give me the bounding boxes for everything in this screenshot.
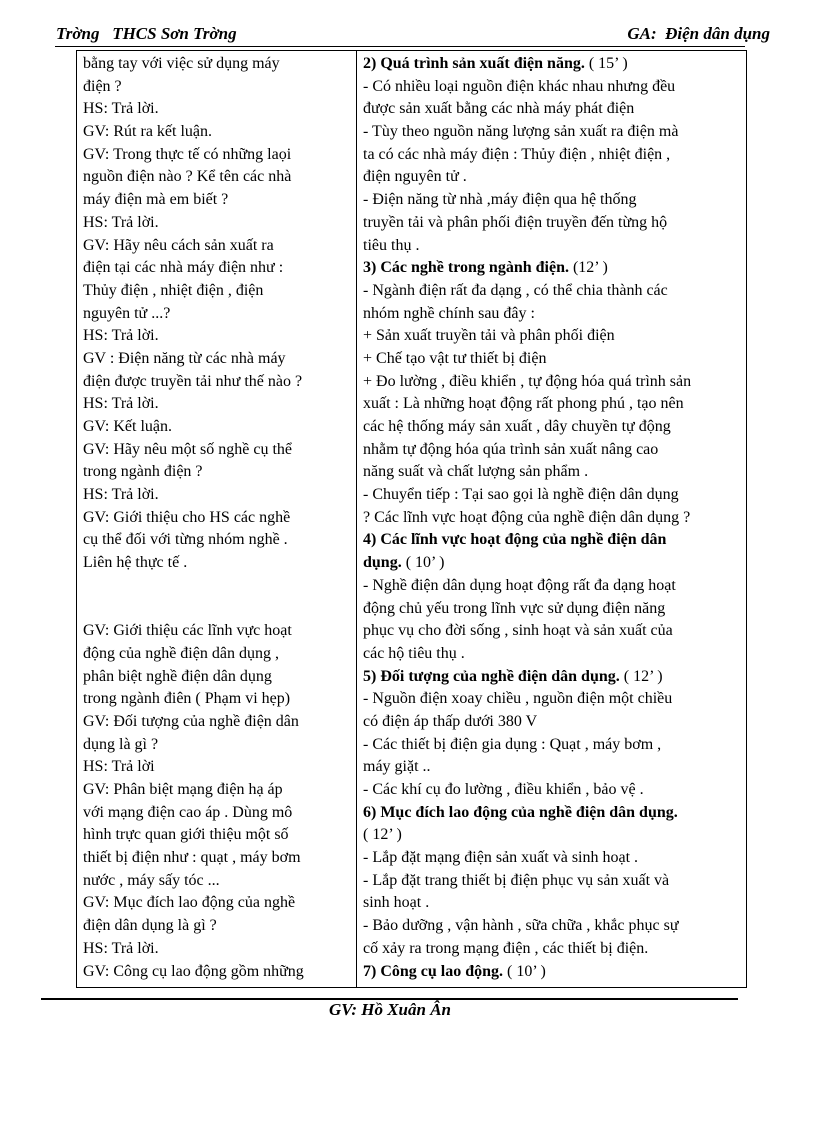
lesson-content-line <box>363 643 742 666</box>
teacher-activity-line: HS: Trả lời. <box>83 939 159 957</box>
content-text: ? Các lĩnh vực hoạt động của nghề điện dân dụng ? <box>363 508 691 526</box>
lesson-content-line <box>363 144 742 167</box>
teacher-activity-line: nguyên tử ...? <box>83 304 171 322</box>
lesson-content-line <box>363 688 742 711</box>
teacher-activity-line: điện được truyền tải như thế nào ? <box>83 372 303 390</box>
content-text: có điện áp thấp dưới 380 V <box>363 712 538 730</box>
content-text: - Bảo dưỡng , vận hành , sữa chữa , khắc phục sự <box>363 917 679 935</box>
content-text: nhằm tự động hóa qúa trình sản xuất nâng cao <box>363 440 659 458</box>
section-heading: 7) Công cụ lao động. <box>363 962 504 980</box>
content-text: phục vụ cho đời sống , sinh hoạt và sản xuất của <box>363 622 673 640</box>
content-text: các hộ tiêu thụ . <box>363 644 465 662</box>
lesson-content-line <box>363 461 742 484</box>
teacher-activity-line: HS: Trả lời. <box>83 395 159 413</box>
teacher-activity-line: Liên hệ thực tế . <box>83 554 188 572</box>
content-text: - Ngành điện rất đa dạng , có thể chia thành các <box>363 281 668 299</box>
teacher-activity-line: GV: Phân biệt mạng điện hạ áp <box>83 781 283 798</box>
content-text: - Nguồn điện xoay chiều , nguồn điện một chiều <box>363 690 673 708</box>
lesson-content-line <box>363 393 742 416</box>
teacher-activity-line <box>83 598 352 621</box>
content-text: - Có nhiều loại nguồn điện khác nhau nhưng đều <box>363 77 676 95</box>
teacher-activity-line <box>83 575 352 598</box>
content-text: các hệ thống máy sản xuất , dây chuyền tự động <box>363 418 671 435</box>
lesson-content-line <box>363 439 742 462</box>
teacher-activity-line: thiết bị điện như : quạt , máy bơm <box>83 849 301 867</box>
teacher-activity-line: GV: Hãy nêu cách sản xuất ra <box>83 236 274 254</box>
lesson-content-line <box>363 824 742 847</box>
content-text: ( 12’ ) <box>619 667 663 685</box>
teacher-activity-line: điện tại các nhà máy điện như : <box>83 259 284 277</box>
content-text: - Lắp đặt trang thiết bị điện phục vụ sản xuất và <box>363 871 670 889</box>
lesson-content-line <box>363 734 742 757</box>
lesson-content-line <box>363 484 742 507</box>
teacher-activity-line: trong ngành điện ? <box>83 463 203 481</box>
teacher-activity-line: GV: Trong thực tế có những laọi <box>83 145 292 163</box>
content-text: + Chế tạo vật tư thiết bị điện <box>363 349 547 367</box>
teacher-activity-line: cụ thể đối với từng nhóm nghề . <box>83 531 288 549</box>
lesson-content-lines <box>357 51 746 987</box>
lesson-content-line <box>363 666 742 689</box>
teacher-activity-line: GV: Kết luận. <box>83 418 173 435</box>
teacher-activity-line: bằng tay với việc sử dụng máy <box>83 55 280 72</box>
lesson-content-line <box>363 371 742 394</box>
content-text: động chủ yếu trong lĩnh vực sử dụng điện năng <box>363 599 666 617</box>
lesson-content-line <box>363 847 742 870</box>
lesson-content-line <box>363 598 742 621</box>
teacher-activity-line: GV: Công cụ lao động gồm những <box>83 962 304 980</box>
lesson-content-line <box>363 325 742 348</box>
teacher-activity-line: nguồn điện nào ? Kể tên các nhà <box>83 168 292 186</box>
section-heading: 2) Quá trình sản xuất điện năng. <box>363 55 585 72</box>
content-text: cố xảy ra trong mạng điện , các thiết bị điện. <box>363 939 649 957</box>
content-text: được sản xuất bằng các nhà máy phát điện <box>363 100 635 118</box>
content-text: nhóm nghề chính sau đây : <box>363 304 535 322</box>
subject-title: GA: Điện dân dụng <box>627 24 770 43</box>
teacher-activity-line: GV : Điện năng từ các nhà máy <box>83 349 286 367</box>
lesson-content-line <box>363 802 742 825</box>
content-text: + Sản xuất truyền tải và phân phối điện <box>363 327 615 345</box>
content-text: ( 12’ ) <box>363 826 402 844</box>
lesson-content-line <box>363 280 742 303</box>
lesson-content-line <box>363 235 742 258</box>
content-text: (12’ ) <box>568 259 608 277</box>
lesson-content-line <box>363 529 742 552</box>
lesson-content-line <box>363 166 742 189</box>
teacher-activity-line: GV: Đối tượng của nghề điện dân <box>83 712 299 730</box>
lesson-content-line <box>363 121 742 144</box>
lesson-content-line <box>363 620 742 643</box>
lesson-content-line <box>363 303 742 326</box>
lesson-content-line <box>363 552 742 575</box>
lesson-content-line <box>363 870 742 893</box>
page-footer <box>0 1000 780 1020</box>
section-heading: 3) Các nghề trong ngành điện. <box>363 259 569 277</box>
lesson-content-line <box>363 961 742 984</box>
lesson-content-line <box>363 892 742 915</box>
section-heading: 4) Các lĩnh vực hoạt động của nghề điện dân <box>363 531 667 549</box>
content-text: - Các khí cụ đo lường , điều khiển , bảo vệ . <box>363 781 644 798</box>
teacher-activity-line: Thủy điện , nhiệt điện , điện <box>83 281 264 299</box>
content-text: + Đo lường , điều khiển , tự động hóa quá trình sản <box>363 372 692 390</box>
teacher-activity-line: dụng là gì ? <box>83 735 159 753</box>
header-divider <box>55 46 745 47</box>
lesson-row <box>77 51 747 988</box>
teacher-activity-line: máy điện mà em biết ? <box>83 191 229 209</box>
content-text: - Điện năng từ nhà ,máy điện qua hệ thống <box>363 191 637 209</box>
lesson-content-cell <box>357 51 747 988</box>
teacher-activity-line: động của nghề điện dân dụng , <box>83 644 279 662</box>
content-text: máy giặt .. <box>363 758 431 776</box>
teacher-activity-line: với mạng điện cao áp . Dùng mô <box>83 803 293 821</box>
lesson-content-line <box>363 189 742 212</box>
content-text: tiêu thụ . <box>363 236 420 254</box>
lesson-content-line <box>363 416 742 439</box>
lesson-content-line <box>363 938 742 961</box>
content-text: ( 10’ ) <box>401 554 445 572</box>
content-text: xuất : Là những hoạt động rất phong phú , tạo nên <box>363 395 684 413</box>
lesson-content-line <box>363 779 742 802</box>
teacher-activity-line: GV: Rút ra kết luận. <box>83 123 213 141</box>
teacher-activity-cell <box>77 51 357 988</box>
content-text: - Tùy theo nguồn năng lượng sản xuất ra điện mà <box>363 123 679 141</box>
content-text: điện nguyên tử . <box>363 168 467 186</box>
lesson-content-line <box>363 76 742 99</box>
content-text: năng suất và chất lượng sản phẩm . <box>363 463 589 481</box>
teacher-activity-line: hình trực quan giới thiệu một số <box>83 826 289 844</box>
lesson-content-line <box>363 53 742 76</box>
section-heading: 6) Mục đích lao động của nghề điện dân dụng. <box>363 803 678 821</box>
content-text: - Nghề điện dân dụng hoạt động rất đa dạng hoạt <box>363 576 676 594</box>
section-heading: dụng. <box>363 554 402 572</box>
lesson-content-line <box>363 756 742 779</box>
teacher-activity-line: HS: Trả lời. <box>83 486 159 504</box>
content-text: ( 10’ ) <box>503 962 546 980</box>
teacher-activity-line: phân biệt nghề điện dân dụng <box>83 667 272 685</box>
lesson-content-line <box>363 348 742 371</box>
school-name: Trờng THCS Sơn Trờng <box>56 24 237 43</box>
lesson-content-line <box>363 257 742 280</box>
content-text: truyền tải và phân phối điện truyền đến từng hộ <box>363 213 668 231</box>
lesson-content-line <box>363 507 742 530</box>
lesson-content-line <box>363 711 742 734</box>
teacher-activity-line: HS: Trả lời <box>83 758 155 776</box>
lesson-content-line <box>363 98 742 121</box>
teacher-activity-line: HS: Trả lời. <box>83 327 159 345</box>
teacher-activity-line: nước , máy sấy tóc ... <box>83 871 220 889</box>
teacher-name: GV: Hồ Xuân Ân <box>328 1000 452 1019</box>
teacher-activity-lines <box>77 51 356 987</box>
lesson-table <box>76 50 747 988</box>
page-header <box>52 24 770 46</box>
lesson-content-line <box>363 575 742 598</box>
content-text: - Lắp đặt mạng điện sản xuất và sinh hoạt . <box>363 849 639 867</box>
teacher-activity-line: GV: Hãy nêu một số nghề cụ thể <box>83 440 292 458</box>
teacher-activity-line: GV: Giới thiệu các lĩnh vực hoạt <box>83 622 292 640</box>
teacher-activity-line: HS: Trả lời. <box>83 100 159 118</box>
content-text: ta có các nhà máy điện : Thủy điện , nhiệt điện , <box>363 145 671 163</box>
content-text: - Chuyển tiếp : Tại sao gọi là nghề điện dân dụng <box>363 486 679 504</box>
teacher-activity-line: GV: Mục đích lao động của nghề <box>83 894 296 912</box>
content-text: ( 15’ ) <box>584 55 628 72</box>
lesson-content-line <box>363 915 742 938</box>
teacher-activity-line: trong ngành điên ( Phạm vi hẹp) <box>83 690 291 708</box>
teacher-activity-line: GV: Giới thiệu cho HS các nghề <box>83 508 291 526</box>
teacher-activity-line: HS: Trả lời. <box>83 213 159 231</box>
section-heading: 5) Đối tượng của nghề điện dân dụng. <box>363 667 620 685</box>
lesson-content-line <box>363 212 742 235</box>
teacher-activity-line: điện ? <box>83 77 122 95</box>
content-text: sinh hoạt . <box>363 894 430 912</box>
content-text: - Các thiết bị điện gia dụng : Quạt , máy bơm , <box>363 735 662 753</box>
teacher-activity-line: điện dân dụng là gì ? <box>83 917 217 935</box>
